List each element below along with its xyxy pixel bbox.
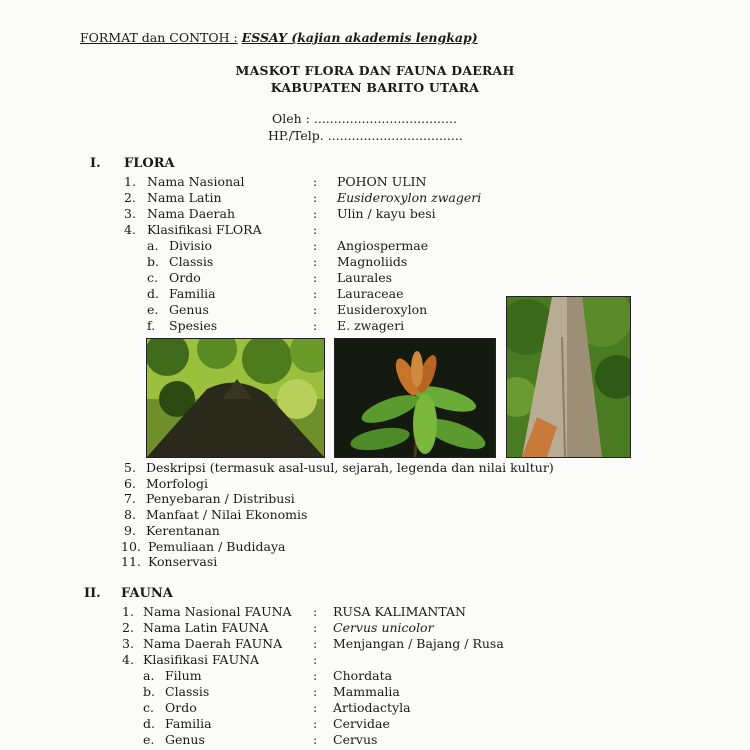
item-label: Manfaat / Nilai Ekonomis [146,507,308,523]
item-number: a. [143,668,155,683]
item-label: Nama Nasional [147,174,245,189]
item-separator: : [313,286,318,301]
item-separator: : [313,684,318,699]
item-separator: : [313,732,318,747]
item-number: 4. [124,222,136,237]
item-value: Menjangan / Bajang / Rusa [333,636,504,651]
hp-label: HP./Telp. [268,128,324,143]
phone-line [268,128,463,143]
author-line [272,111,457,126]
fauna-section-title: FAUNA [121,586,173,601]
item-value: POHON ULIN [337,174,427,189]
item-separator: : [313,668,318,683]
item-number: 5. [124,460,136,475]
item-separator: : [313,206,318,221]
item-number: a. [147,238,159,253]
item-value: Laurales [337,270,393,285]
item-number: f. [147,318,156,333]
item-label: Kerentanan [146,522,220,538]
item-label: Klasifikasi FAUNA [143,652,260,667]
item-separator: : [313,700,318,715]
item-value: Lauraceae [337,286,404,301]
item-label: Konservasi [148,554,218,570]
item-value: Ulin / kayu besi [337,206,436,221]
doc-title-line2: KABUPATEN BARITO UTARA [270,80,480,95]
item-value: Eusideroxylon zwageri [337,190,482,205]
item-label: Penyebaran / Distribusi [146,491,295,507]
item-separator: : [313,636,318,651]
flora-section-title: FLORA [124,156,175,171]
item-number: c. [143,700,154,715]
item-label: Klasifikasi FLORA [147,222,262,237]
item-value: E. zwageri [337,318,405,333]
item-number: 11. [121,554,141,570]
item-value: Chordata [333,668,393,683]
item-label: Familia [169,286,216,301]
item-value: Mammalia [333,684,400,699]
item-value: Magnoliids [337,254,408,269]
item-separator: : [313,302,318,317]
ulin-canopy-photo [146,338,325,458]
item-separator: : [313,174,318,189]
item-label: Spesies [169,318,218,333]
item-separator: : [313,254,318,269]
item-number: 2. [122,620,134,635]
item-number: 3. [124,206,136,221]
item-number: 1. [124,174,136,189]
item-number: 4. [122,652,134,667]
item-separator: : [313,620,318,635]
item-value: Angiospermae [337,238,429,253]
item-label: Genus [165,732,205,747]
item-number: e. [143,732,155,747]
item-separator: : [313,238,318,253]
item-value: Cervidae [333,716,390,731]
item-number: c. [147,270,158,285]
item-separator: : [313,604,318,619]
item-separator: : [313,652,318,667]
item-number: 3. [122,636,134,651]
item-value: Artiodactyla [333,700,411,715]
item-separator: : [313,190,318,205]
item-label: Divisio [169,238,213,253]
item-number: d. [143,716,155,731]
item-label: Deskripsi (termasuk asal-usul, sejarah, legenda dan nilai kultur) [146,460,554,475]
item-label: Pemuliaan / Budidaya [148,538,286,554]
item-number: b. [147,254,159,269]
item-label: Classis [169,254,214,269]
item-value: Eusideroxylon [337,302,428,317]
item-separator: : [313,222,318,237]
item-number: 7. [124,491,136,507]
item-number: 6. [124,475,136,491]
item-number: 10. [121,538,141,554]
item-value: RUSA KALIMANTAN [333,604,466,619]
item-separator: : [313,716,318,731]
item-separator: : [313,270,318,285]
ulin-leaves-photo [334,338,496,458]
item-label: Morfologi [146,475,208,491]
item-number: 1. [122,604,134,619]
item-label: Nama Latin [147,190,222,205]
item-value: Cervus unicolor [333,620,434,635]
oleh-label: Oleh : [272,111,310,126]
oleh-dots: .................................... [313,111,457,126]
item-label: Familia [165,716,212,731]
item-label: Filum [165,668,202,683]
item-label: Ordo [169,270,201,285]
doc-title-line1: MASKOT FLORA DAN FAUNA DAERAH [235,63,515,78]
item-number: e. [147,302,159,317]
item-number: d. [147,286,159,301]
item-number: 2. [124,190,136,205]
item-number: b. [143,684,155,699]
item-label: Genus [169,302,209,317]
item-label: Ordo [165,700,197,715]
format-header [80,30,478,45]
format-type: ESSAY (kajian akademis lengkap) [241,30,478,45]
item-label: Nama Daerah FAUNA [143,636,283,651]
flora-section-number: I. [90,156,101,171]
item-separator: : [313,318,318,333]
fauna-section-number: II. [84,586,101,601]
ulin-trunk-photo [506,296,631,458]
item-label: Nama Latin FAUNA [143,620,269,635]
item-label: Nama Nasional FAUNA [143,604,292,619]
item-value: Cervus [333,732,378,747]
item-label: Nama Daerah [147,206,236,221]
item-number: 8. [124,507,136,523]
hp-dots: .................................. [327,128,463,143]
item-label: Classis [165,684,210,699]
format-prefix: FORMAT dan CONTOH : [80,30,238,45]
item-number: 9. [124,522,136,538]
